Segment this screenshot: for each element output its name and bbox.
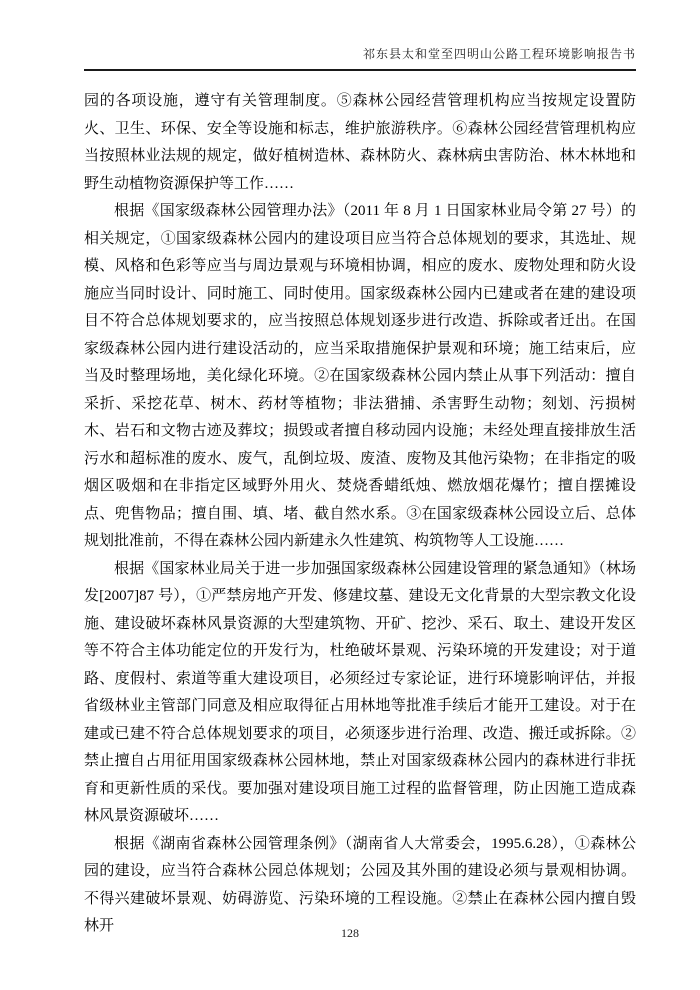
header-title: 祁东县太和堂至四明山公路工程环境影响报告书 [362, 47, 636, 61]
document-body [84, 88, 636, 941]
paragraph-continuation: 园的各项设施，遵守有关管理制度。⑤森林公园经营管理机构应当按规定设置防火、卫生、环保、安全等设施和标志，维护旅游秩序。⑥森林公园经营管理机构应当按照林业法规的规定，做好植树造林、森林防火、森林病虫害防治、林木林地和野生动植物资源保护等工作…… [84, 93, 636, 192]
paragraph-hunan-province-regulations: 根据《湖南省森林公园管理条例》（湖南省人大常委会，1995.6.28），①森林公园的建设，应当符合森林公园总体规划；公园及其外围的建设必须与景观相协调。不得兴建破坏景观、妨碍游览、污染环境的工程设施。②禁止在森林公园内擅自毁林开 [84, 835, 636, 934]
paragraph-forestry-bureau-urgent-notice: 根据《国家林业局关于进一步加强国家级森林公园建设管理的紧急通知》（林场发[2007]87 号），①严禁房地产开发、修建坟墓、建设无文化背景的大型宗教文化设施、建设破坏森林风景资源的大型建筑物、开矿、挖沙、采石、取土、建设开发区等不符合主体功能定位的开发行为，杜绝破坏景观、污染环境的开发建设；对于道路、度假村、索道等重大建设项目，必须经过专家论证，进行环境影响评估，并报省级林业主管部门同意及相应取得征占用林地等批准手续后才能开工建设。对于在建或已建不符合总体规划要求的项目，必须逐步进行治理、改造、搬迁或拆除。②禁止擅自占用征用国家级森林公园林地，禁止对国家级森林公园内的森林进行非抚育和更新性质的采伐。要加强对建设项目施工过程的监督管理，防止因施工造成森林风景资源破坏…… [84, 560, 636, 824]
page-header [84, 0, 636, 71]
paragraph-national-forest-park-measures: 根据《国家级森林公园管理办法》（2011 年 8 月 1 日国家林业局令第 27 号）的相关规定，①国家级森林公园内的建设项目应当符合总体规划的要求，其选址、规模、风格和色彩等应当与周边景观与环境相协调，相应的废水、废物处理和防火设施应当同时设计、同时施工、同时使用。国家级森林公园内已建或者在建的建设项目不符合总体规划要求的，应当按照总体规划逐步进行改造、拆除或者迁出。在国家级森林公园内进行建设活动的，应当采取措施保护景观和环境；施工结束后，应当及时整理场地，美化绿化环境。②在国家级森林公园内禁止从事下列活动：擅自采折、采挖花草、树木、药材等植物；非法猎捕、杀害野生动物；刻划、污损树木、岩石和文物古迹及葬坟；损毁或者擅自移动园内设施；未经处理直接排放生活污水和超标准的废水、废气，乱倒垃圾、废渣、废物及其他污染物；在非指定的吸烟区吸烟和在非指定区域野外用火、焚烧香蜡纸烛、燃放烟花爆竹；擅自摆摊设点、兜售物品；擅自围、填、堵、截自然水系。③在国家级森林公园设立后、总体规划批准前，不得在森林公园内新建永久性建筑、构筑物等人工设施…… [84, 203, 636, 549]
page-number: 128 [341, 926, 359, 940]
page-footer [0, 924, 700, 942]
